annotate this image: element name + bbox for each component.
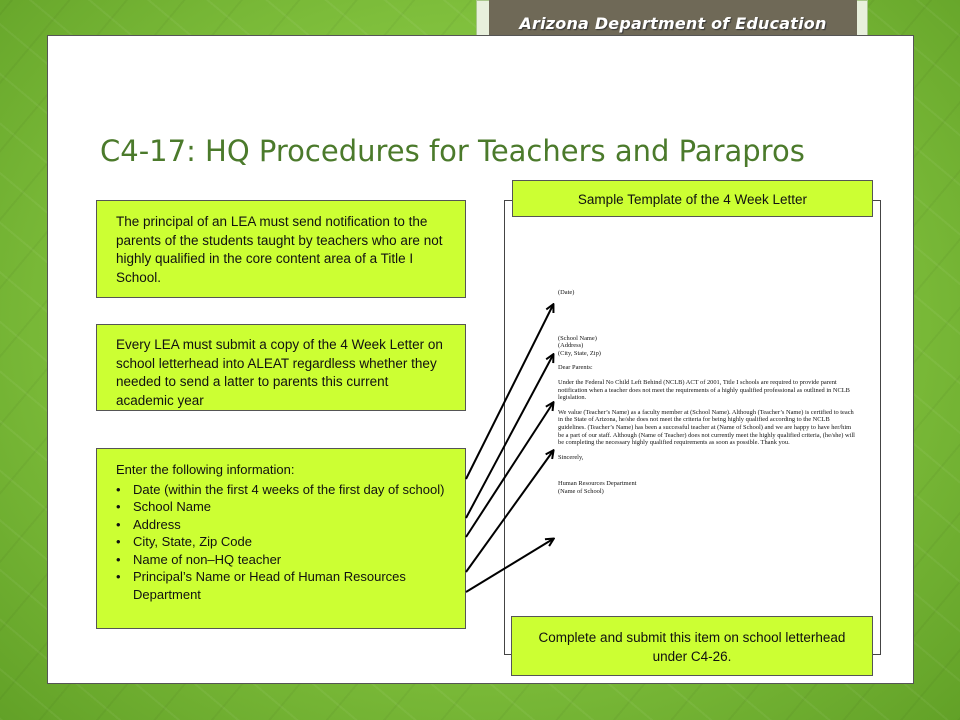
letter-school-name: (School Name) (558, 334, 597, 342)
list-item (116, 516, 455, 534)
list-item-text: School Name (133, 499, 212, 514)
bullet-icon: • (116, 534, 121, 549)
letter-address: (Address) (558, 342, 584, 350)
bullet-icon: • (116, 569, 121, 584)
bullet-icon: • (116, 481, 121, 497)
sample-letter (558, 289, 858, 496)
page-title: C4-17: HQ Procedures for Teachers and Parapros (100, 134, 805, 168)
list-item-text: Address (133, 516, 181, 532)
complete-submit-label: Complete and submit this item on school letterhead under C4-26. (511, 616, 873, 676)
bullet-icon: • (116, 516, 121, 532)
template-label: Sample Template of the 4 Week Letter (512, 180, 873, 217)
letter-greeting: Dear Parents: (558, 364, 593, 372)
list-item-text: City, State, Zip Code (133, 534, 252, 549)
letter-paragraph-2: We value (Teacher’s Name) as a faculty member at (School Name). Although (Teacher’s Name) is certified to teach in the State of Arizona, he/she does not meet the criteria for being highly qualified according to the NCLB guidelines. (Teacher’s Name) has been a successful teacher at (Name of School) and we are happy to have her/him be a part of our staff. Although (Name of Teacher) does not currently meet the highly qualified criteria, (he/she) will be completing the necessary highly qualified requirements as soon as possible. Thank you. (558, 408, 855, 447)
letter-closing: Sincerely, (558, 453, 584, 461)
list-item (116, 568, 455, 603)
letter-city-state-zip: (City, State, Zip) (558, 349, 601, 357)
list-item-text: Name of non–HQ teacher (133, 551, 282, 567)
list-item (116, 481, 455, 499)
list-item-text: Date (within the first 4 weeks of the first day of school) (133, 481, 445, 497)
letter-signature-line-2: (Name of School) (558, 487, 604, 495)
submit-box: Every LEA must submit a copy of the 4 Week Letter on school letterhead into ALEAT regardless whether they needed to send a latter to parents this current academic year (96, 324, 466, 411)
enter-info-box (96, 448, 466, 629)
header-org-title: Arizona Department of Education (519, 14, 827, 33)
list-item-text: Principal’s Name or Head of Human Resources Department (133, 569, 406, 602)
notification-box: The principal of an LEA must send notification to the parents of the students taught by teachers who are not highly qualified in the core content area of a Title I School. (96, 200, 466, 298)
enter-info-list (116, 481, 455, 604)
enter-info-intro: Enter the following information: (116, 462, 295, 477)
letter-signature-line-1: Human Resources Department (558, 480, 637, 488)
list-item (116, 533, 455, 551)
list-item (116, 551, 455, 569)
bullet-icon: • (116, 499, 121, 514)
letter-paragraph-1: Under the Federal No Child Left Behind (NCLB) ACT of 2001, Title I schools are required to provide parent notification when a teacher does not meet the requirements of a highly qualified professional as outlined in NCLB legislation. (558, 378, 850, 402)
letter-date: (Date) (558, 289, 575, 296)
bullet-icon: • (116, 551, 121, 567)
list-item (116, 498, 455, 516)
